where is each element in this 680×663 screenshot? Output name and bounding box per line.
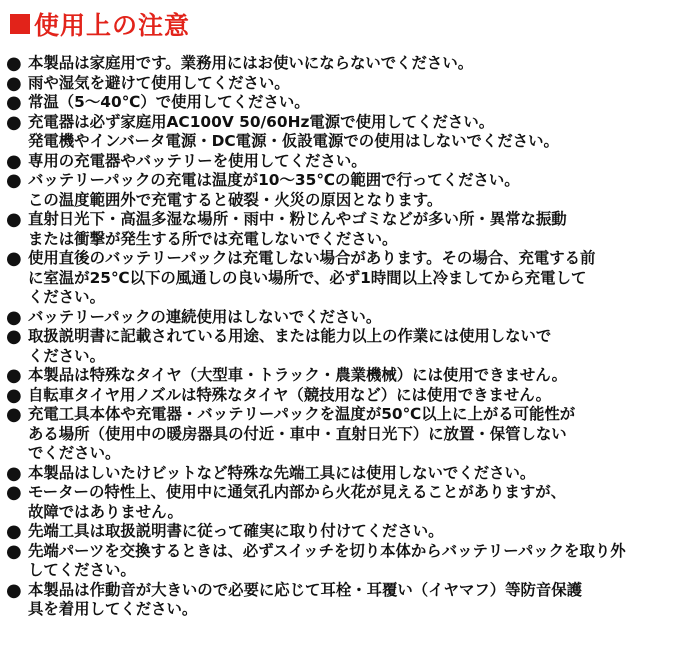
bullet-icon: ●	[6, 209, 22, 230]
precaution-line: 本製品は作動音が大きいので必要に応じて耳栓・耳覆い（イヤマフ）等防音保護	[28, 580, 583, 599]
precaution-item	[6, 210, 674, 249]
precaution-text	[28, 93, 674, 113]
precaution-text	[28, 483, 674, 522]
precaution-line: 発電機やインバータ電源・DC電源・仮設電源での使用はしないでください。	[28, 132, 559, 150]
precaution-text	[28, 210, 674, 249]
precaution-text	[28, 386, 674, 406]
precaution-text	[28, 542, 674, 581]
precaution-item	[6, 74, 674, 94]
precaution-line: または衝撃が発生する所では充電しないでください。	[28, 229, 398, 248]
precaution-line: ある場所（使用中の暖房器具の付近・車中・直射日光下）に放置・保管しない	[28, 424, 567, 443]
bullet-icon: ●	[6, 482, 22, 503]
precaution-item	[6, 366, 674, 386]
bullet-icon: ●	[6, 248, 22, 269]
precaution-line: この温度範囲外で充電すると破裂・火災の原因となります。	[28, 190, 443, 209]
bullet-icon: ●	[6, 521, 22, 542]
precaution-item	[6, 522, 674, 542]
precaution-line: 充電器は必ず家庭用AC100V 50/60Hz電源で使用してください。	[28, 112, 495, 131]
precaution-item	[6, 327, 674, 366]
precaution-line: 自転車タイヤ用ノズルは特殊なタイヤ（競技用など）には使用できません。	[28, 385, 551, 404]
precaution-line: 先端工具は取扱説明書に従って確実に取り付けてください。	[28, 522, 444, 540]
precaution-line: 本製品は特殊なタイヤ（大型車・トラック・農業機械）には使用できません。	[28, 366, 567, 384]
title-marker-square	[10, 14, 30, 34]
precaution-line: 本製品はしいたけビットなど特殊な先端工具には使用しないでください。	[28, 463, 536, 482]
precaution-text	[28, 581, 674, 620]
precaution-text	[28, 366, 674, 386]
bullet-icon: ●	[6, 384, 22, 406]
precaution-text	[28, 152, 674, 172]
precaution-text	[28, 74, 674, 94]
bullet-icon: ●	[6, 540, 22, 562]
precaution-line: バッテリーパックの充電は温度が10～35℃の範囲で行ってください。	[28, 171, 520, 189]
bullet-icon: ●	[6, 404, 22, 425]
precaution-line: 故障ではありません。	[28, 502, 183, 521]
precaution-line: 充電工具本体や充電器・バッテリーパックを温度が50℃以上に上がる可能性が	[28, 405, 576, 423]
precaution-line: 先端パーツを交換するときは、必ずスイッチを切り本体からバッテリーパックを取り外	[28, 541, 626, 560]
precaution-item	[6, 386, 674, 406]
bullet-icon: ●	[6, 111, 22, 133]
section-title	[10, 8, 190, 40]
precaution-line: 具を着用してください。	[28, 600, 198, 618]
precaution-item	[6, 249, 674, 308]
precaution-line: ください。	[28, 346, 105, 365]
bullet-icon: ●	[6, 72, 22, 94]
precaution-text	[28, 113, 674, 152]
precaution-text	[28, 171, 674, 210]
precaution-text	[28, 54, 674, 74]
precaution-line: ください。	[28, 288, 105, 306]
bullet-icon: ●	[6, 53, 22, 74]
precaution-text	[28, 522, 674, 542]
bullet-icon: ●	[6, 326, 22, 347]
precaution-line: 直射日光下・高温多湿な場所・雨中・粉じんやゴミなどが多い所・異常な振動	[28, 210, 567, 228]
precaution-item	[6, 308, 674, 328]
precaution-item	[6, 93, 674, 113]
precaution-line: 取扱説明書に記載されている用途、または能力以上の作業には使用しないで	[28, 327, 552, 345]
precaution-line: 雨や湿気を避けて使用してください。	[28, 73, 290, 92]
bullet-icon: ●	[6, 92, 22, 113]
precaution-item	[6, 152, 674, 172]
precaution-line: してください。	[28, 561, 136, 579]
precaution-line: 本製品は家庭用です。業務用にはお使いにならないでください。	[28, 54, 474, 72]
precaution-line: でください。	[28, 444, 121, 462]
precaution-text	[28, 249, 674, 308]
bullet-icon: ●	[6, 150, 22, 172]
precaution-text	[28, 327, 674, 366]
precautions-list	[6, 54, 674, 620]
precaution-line: 専用の充電器やバッテリーを使用してください。	[28, 151, 367, 170]
precaution-item	[6, 581, 674, 620]
bullet-icon: ●	[6, 170, 22, 191]
precaution-item	[6, 113, 674, 152]
precaution-item	[6, 542, 674, 581]
bullet-icon: ●	[6, 462, 22, 484]
precaution-line: 常温（5～40℃）で使用してください。	[28, 93, 310, 111]
section-title-text: 使用上の注意	[34, 11, 191, 40]
precaution-text	[28, 405, 674, 464]
precaution-line: バッテリーパックの連続使用はしないでください。	[28, 307, 382, 326]
precaution-item	[6, 171, 674, 210]
precaution-item	[6, 54, 674, 74]
precaution-line: に室温が25℃以下の風通しの良い場所で、必ず1時間以上冷ましてから充電して	[28, 268, 587, 287]
bullet-icon: ●	[6, 306, 22, 328]
precaution-text	[28, 308, 674, 328]
precaution-line: 使用直後のバッテリーパックは充電しない場合があります。その場合、充電する前	[28, 249, 596, 267]
bullet-icon: ●	[6, 365, 22, 386]
precaution-text	[28, 464, 674, 484]
bullet-icon: ●	[6, 579, 22, 601]
precaution-item	[6, 483, 674, 522]
precaution-line: モーターの特性上、使用中に通気孔内部から火花が見えることがありますが、	[28, 483, 567, 501]
precaution-item	[6, 464, 674, 484]
precaution-item	[6, 405, 674, 464]
